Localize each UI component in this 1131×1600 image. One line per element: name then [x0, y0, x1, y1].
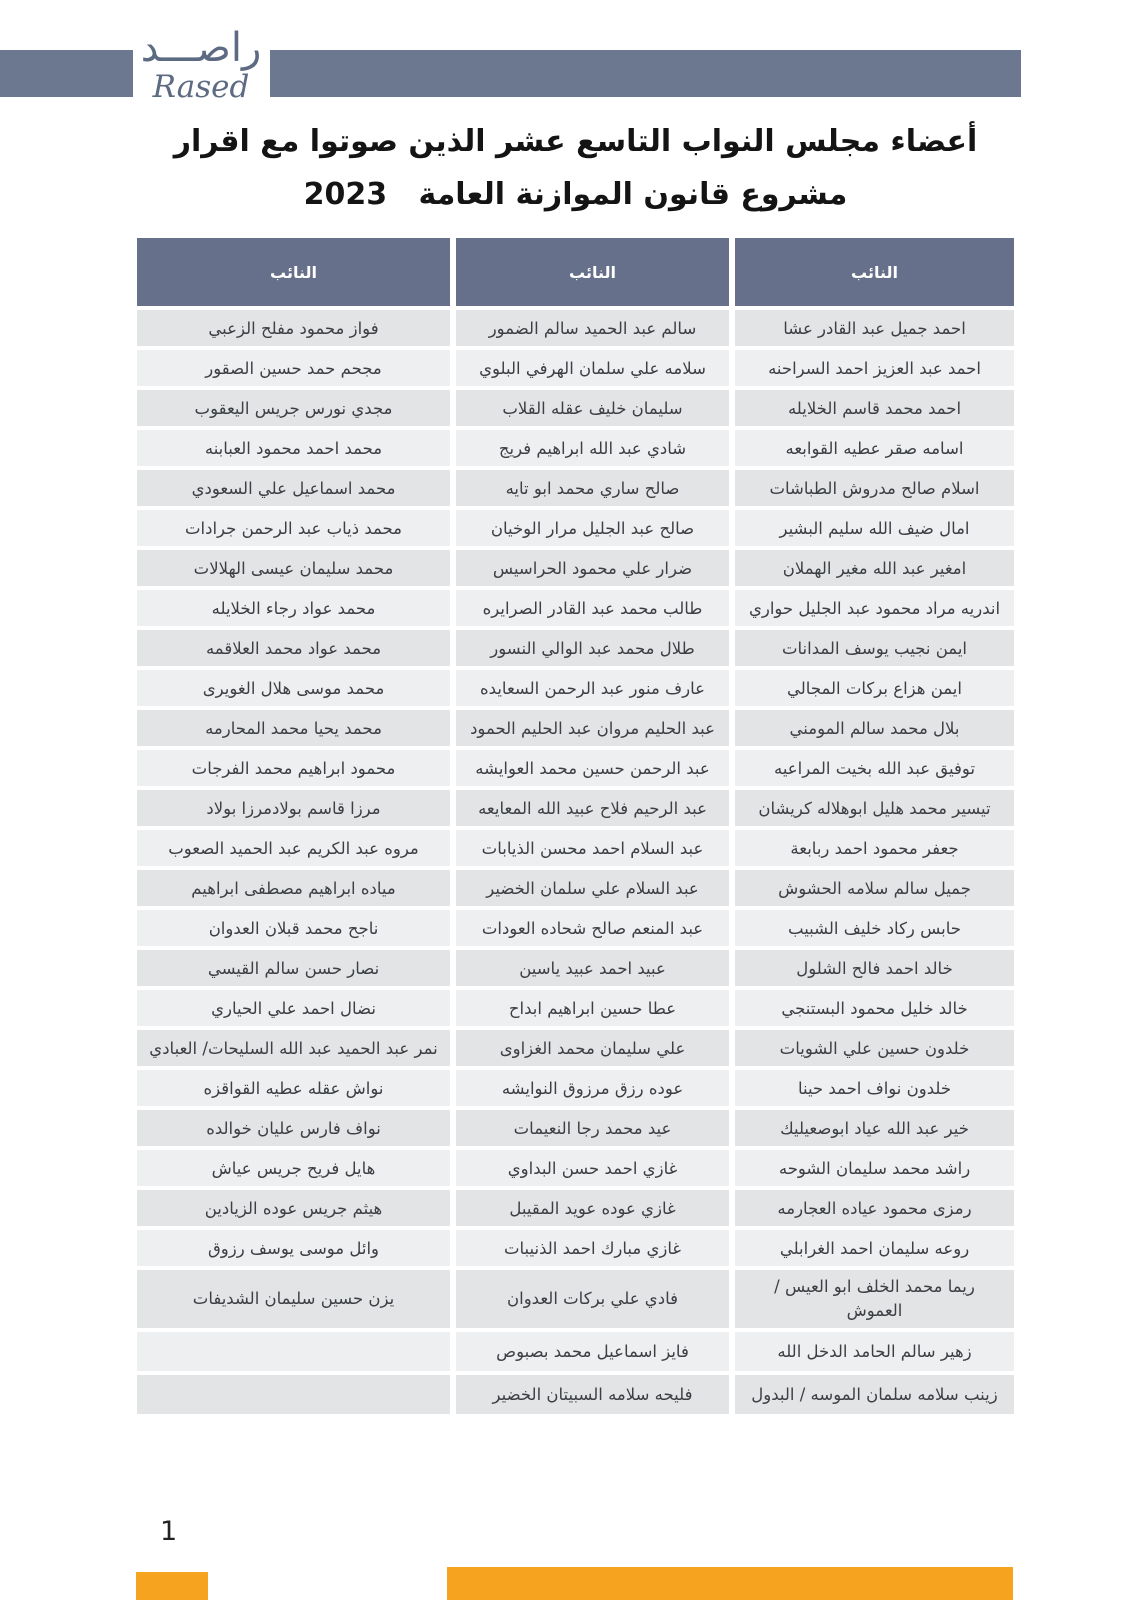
deputy-name-cell: عبد الرحمن حسين محمد العوايشه [456, 750, 729, 786]
column-header-deputy-2: النائب [456, 238, 729, 306]
deputy-name-cell: روعه سليمان احمد الغرابلي [735, 1230, 1014, 1266]
deputy-name-cell: عارف منور عبد الرحمن السعايده [456, 670, 729, 706]
footer-left-orange-bar [136, 1572, 208, 1600]
rased-logo-latin: Rased [152, 69, 250, 105]
deputy-name-cell: رمزى محمود عياده العجارمه [735, 1190, 1014, 1226]
deputy-name-cell: عبد المنعم صالح شحاده العودات [456, 910, 729, 946]
deputy-name-cell: خلدون حسين علي الشويات [735, 1030, 1014, 1066]
deputy-name-cell: محمد سليمان عيسى الهلالات [137, 550, 450, 586]
deputy-name-cell: فادي علي بركات العدوان [456, 1270, 729, 1328]
title-line-2: مشروع قانون الموازنة العامة 2023 [303, 176, 848, 212]
deputy-name-cell: توفيق عبد الله بخيت المراعيه [735, 750, 1014, 786]
deputy-name-cell: راشد محمد سليمان الشوحه [735, 1150, 1014, 1186]
table-row [137, 470, 1014, 506]
deputy-name-cell: مجدي نورس جريس اليعقوب [137, 390, 450, 426]
deputy-name-cell: عطا حسين ابراهيم ابداح [456, 990, 729, 1026]
deputy-name-cell: اسامه صقر عطيه القوابعه [735, 430, 1014, 466]
deputy-name-cell: ايمن نجيب يوسف المدانات [735, 630, 1014, 666]
deputy-name-cell: مياده ابراهيم مصطفى ابراهيم [137, 870, 450, 906]
deputy-name-cell: محمد موسى هلال الغويرى [137, 670, 450, 706]
table-row [137, 1270, 1014, 1328]
deputy-name-cell: محمد عواد رجاء الخلايله [137, 590, 450, 626]
deputy-name-cell: عبد الرحيم فلاح عبيد الله المعايعه [456, 790, 729, 826]
deputy-name-cell: عبد السلام علي سلمان الخضير [456, 870, 729, 906]
table-row [137, 1150, 1014, 1186]
deputy-name-cell: نواش عقله عطيه القواقزه [137, 1070, 450, 1106]
deputy-name-cell: فليحه سلامه السبيتان الخضير [456, 1375, 729, 1414]
deputy-name-cell: غازي عوده عويد المقيبل [456, 1190, 729, 1226]
table-row [137, 1030, 1014, 1066]
column-header-deputy-3: النائب [137, 238, 450, 306]
table-row [137, 1230, 1014, 1266]
deputy-name-cell: احمد عبد العزيز احمد السراحنه [735, 350, 1014, 386]
deputy-name-cell: نصار حسن سالم القيسي [137, 950, 450, 986]
deputy-name-cell: ضرار علي محمود الحراسيس [456, 550, 729, 586]
table-row [137, 990, 1014, 1026]
column-header-deputy-1: النائب [735, 238, 1014, 306]
deputy-name-cell: عوده رزق مرزوق النوايشه [456, 1070, 729, 1106]
table-row [137, 430, 1014, 466]
members-table-body [137, 310, 1014, 1414]
deputy-name-cell: محمد عواد محمد العلاقمه [137, 630, 450, 666]
deputy-name-cell [137, 1332, 450, 1371]
top-right-bar [270, 50, 1021, 97]
page-number: 1 [160, 1516, 178, 1547]
deputy-name-cell: خير عبد الله عياد ابوصعيليك [735, 1110, 1014, 1146]
table-row [137, 590, 1014, 626]
deputy-name-cell: احمد محمد قاسم الخلايله [735, 390, 1014, 426]
deputy-name-cell: جعفر محمود احمد ربابعة [735, 830, 1014, 866]
deputy-name-cell: غازي احمد حسن البداوي [456, 1150, 729, 1186]
deputy-name-cell: طلال محمد عبد الوالي النسور [456, 630, 729, 666]
deputy-name-cell: محمد اسماعيل علي السعودي [137, 470, 450, 506]
deputy-name-cell: صالح ساري محمد ابو تايه [456, 470, 729, 506]
table-row [137, 390, 1014, 426]
members-table [137, 238, 1014, 1414]
deputy-name-cell: ناجح محمد قبلان العدوان [137, 910, 450, 946]
deputy-name-cell: محمد ذياب عبد الرحمن جرادات [137, 510, 450, 546]
deputy-name-cell: زينب سلامه سلمان الموسه / البدول [735, 1375, 1014, 1414]
deputy-name-cell: تيسير محمد هليل ابوهلاله كريشان [735, 790, 1014, 826]
table-row [137, 310, 1014, 346]
deputy-name-cell: عيد محمد رجا النعيمات [456, 1110, 729, 1146]
deputy-name-cell: فايز اسماعيل محمد بصبوص [456, 1332, 729, 1371]
table-row [137, 750, 1014, 786]
deputy-name-cell: سلامه علي سلمان الهرفي البلوي [456, 350, 729, 386]
deputy-name-cell: مرزا قاسم بولادمرزا بولاد [137, 790, 450, 826]
deputy-name-cell: محمود ابراهيم محمد الفرجات [137, 750, 450, 786]
deputy-name-cell: شادي عبد الله ابراهيم فريج [456, 430, 729, 466]
deputy-name-cell: عبيد احمد عبيد ياسين [456, 950, 729, 986]
table-row [137, 1375, 1014, 1414]
deputy-name-cell: غازي مبارك احمد الذنيبات [456, 1230, 729, 1266]
deputy-name-cell: خلدون نواف احمد حينا [735, 1070, 1014, 1106]
table-row [137, 870, 1014, 906]
deputy-name-cell: مجحم حمد حسين الصقور [137, 350, 450, 386]
deputy-name-cell: خالد احمد فالح الشلول [735, 950, 1014, 986]
table-row [137, 710, 1014, 746]
deputy-name-cell: امغير عبد الله مغير الهملان [735, 550, 1014, 586]
deputy-name-cell: محمد احمد محمود العبابنه [137, 430, 450, 466]
deputy-name-cell: بلال محمد سالم المومني [735, 710, 1014, 746]
deputy-name-cell: هيثم جريس عوده الزيادين [137, 1190, 450, 1226]
deputy-name-cell: مروه عبد الكريم عبد الحميد الصعوب [137, 830, 450, 866]
table-row [137, 1332, 1014, 1371]
deputy-name-cell [137, 1375, 450, 1414]
deputy-name-cell: طالب محمد عبد القادر الصرايره [456, 590, 729, 626]
deputy-name-cell: نمر عبد الحميد عبد الله السليحات/ العبادي [137, 1030, 450, 1066]
table-row [137, 670, 1014, 706]
table-row [137, 830, 1014, 866]
deputy-name-cell: نضال احمد علي الحياري [137, 990, 450, 1026]
deputy-name-cell: سليمان خليف عقله القلاب [456, 390, 729, 426]
table-row [137, 910, 1014, 946]
table-row [137, 350, 1014, 386]
deputy-name-cell: عبد السلام احمد محسن الذيابات [456, 830, 729, 866]
deputy-name-cell: سالم عبد الحميد سالم الضمور [456, 310, 729, 346]
table-row [137, 1110, 1014, 1146]
rased-logo [134, 26, 268, 103]
deputy-name-cell: يزن حسين سليمان الشديفات [137, 1270, 450, 1328]
deputy-name-cell: زهير سالم الحامد الدخل الله [735, 1332, 1014, 1371]
title-line-1: أعضاء مجلس النواب التاسع عشر الذين صوتوا مع اقرار [173, 124, 978, 159]
deputy-name-cell: ريما محمد الخلف ابو العيس / العموش [735, 1270, 1014, 1328]
top-left-bar [0, 50, 133, 97]
deputy-name-cell: ايمن هزاع بركات المجالي [735, 670, 1014, 706]
table-row [137, 1070, 1014, 1106]
deputy-name-cell: اندريه مراد محمود عبد الجليل حواري [735, 590, 1014, 626]
table-row [137, 790, 1014, 826]
deputy-name-cell: اسلام صالح مدروش الطباشات [735, 470, 1014, 506]
deputy-name-cell: صالح عبد الجليل مرار الوخيان [456, 510, 729, 546]
table-row [137, 630, 1014, 666]
footer-right-orange-bar [447, 1567, 1013, 1600]
deputy-name-cell: خالد خليل محمود البستنجي [735, 990, 1014, 1026]
deputy-name-cell: محمد يحيا محمد المحارمه [137, 710, 450, 746]
rased-logo-arabic: راصـــد [140, 25, 262, 71]
deputy-name-cell: نواف فارس عليان خوالده [137, 1110, 450, 1146]
deputy-name-cell: فواز محمود مفلح الزعبي [137, 310, 450, 346]
members-table-header [137, 238, 1014, 306]
table-row [137, 1190, 1014, 1226]
table-row [137, 950, 1014, 986]
deputy-name-cell: علي سليمان محمد الغزاوى [456, 1030, 729, 1066]
deputy-name-cell: امال ضيف الله سليم البشير [735, 510, 1014, 546]
deputy-name-cell: جميل سالم سلامه الحشوش [735, 870, 1014, 906]
deputy-name-cell: عبد الحليم مروان عبد الحليم الحمود [456, 710, 729, 746]
deputy-name-cell: هايل فريح جريس عياش [137, 1150, 450, 1186]
table-row [137, 510, 1014, 546]
document-title [137, 116, 1014, 221]
deputy-name-cell: احمد جميل عبد القادر عشا [735, 310, 1014, 346]
deputy-name-cell: وائل موسى يوسف رزوق [137, 1230, 450, 1266]
table-row [137, 550, 1014, 586]
deputy-name-cell: حابس ركاد خليف الشبيب [735, 910, 1014, 946]
